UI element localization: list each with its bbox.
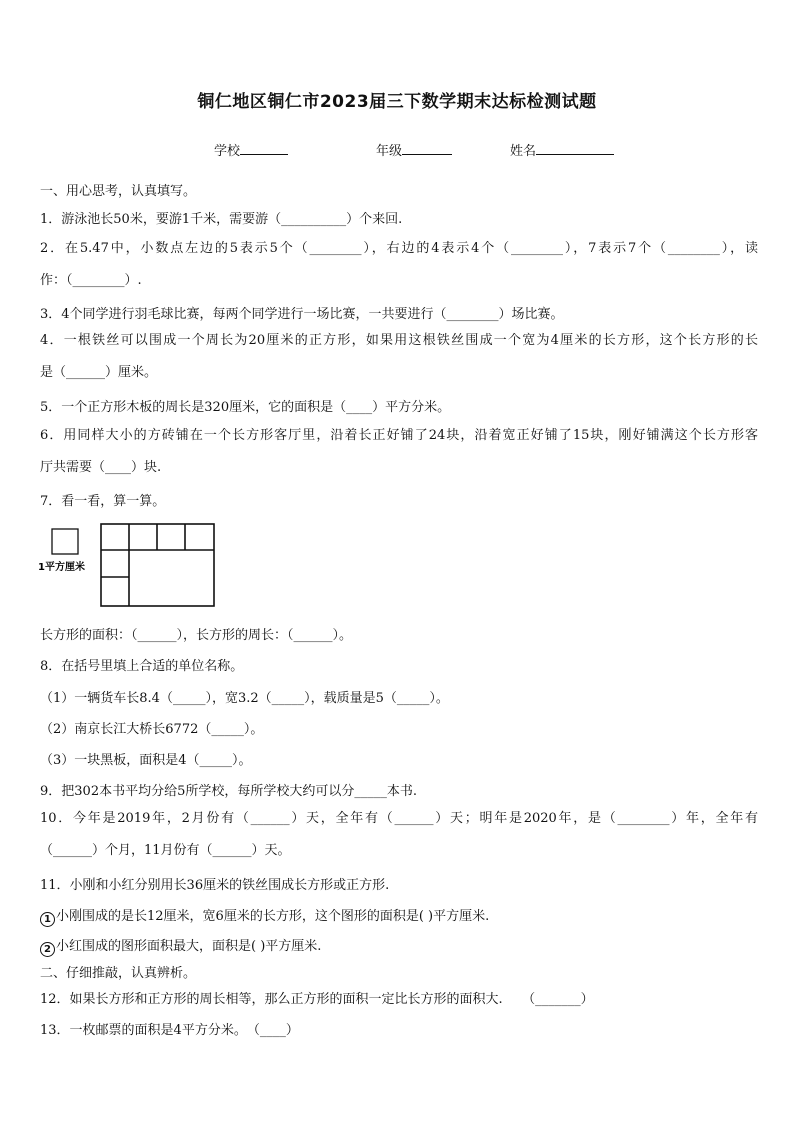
name-label: 姓名 (510, 144, 537, 159)
question-11-part-1-text: 小刚围成的是长12厘米，宽6厘米的长方形，这个图形的面积是( )平方厘米. (56, 909, 490, 924)
question-11-part-1 (40, 905, 489, 927)
name-field[interactable] (510, 140, 614, 159)
question-7: 7．看一看，算一算。 (40, 494, 166, 509)
school-blank[interactable] (240, 140, 288, 155)
question-4-line-1: 4．一根铁丝可以围成一个周长为20厘米的正方形，如果用这根铁丝围成一个宽为4厘米的长方形，这个长方形的长 (40, 333, 758, 348)
question-8-part-2: （2）南京长江大桥长6772（_____）。 (40, 722, 264, 737)
school-field[interactable] (214, 140, 288, 159)
question-11: 11．小刚和小红分别用长36厘米的铁丝围成长方形或正方形. (40, 878, 390, 893)
question-6-line-1: 6．用同样大小的方砖铺在一个长方形客厅里，沿着长正好铺了24块，沿着宽正好铺了15块，刚好铺满这个长方形客 (40, 428, 758, 443)
question-10-line-1: 10．今年是2019年，2月份有（______）天，全年有（______）天；明年是2020年，是（________）年，全年有 (40, 811, 758, 826)
question-3: 3．4个同学进行羽毛球比赛，每两个同学进行一场比赛，一共要进行（________）场比赛。 (40, 307, 564, 322)
question-8-part-3: （3）一块黑板，面积是4（_____）。 (40, 753, 252, 768)
grade-blank[interactable] (402, 140, 452, 155)
question-4-line-2: 是（______）厘米。 (40, 365, 158, 380)
unit-square (52, 529, 78, 554)
unit-square-label: 1平方厘米 (38, 562, 85, 573)
question-7-answer: 长方形的面积：（______），长方形的周长：（______）。 (40, 628, 353, 643)
circled-number-2: 2 (40, 942, 55, 957)
question-10 (40, 803, 758, 867)
question-11-part-2 (40, 935, 321, 957)
section-1-heading: 一、用心思考，认真填写。 (40, 184, 197, 199)
question-1: 1．游泳池长50米，要游1千米，需要游（__________）个来回. (40, 212, 403, 227)
question-8-part-1: （1）一辆货车长8.4（_____），宽3.2（_____），载质量是5（_____）。 (40, 691, 449, 706)
question-5: 5．一个正方形木板的周长是320厘米，它的面积是（____）平方分米。 (40, 400, 451, 415)
grade-label: 年级 (376, 144, 403, 159)
grade-field[interactable] (376, 140, 452, 159)
question-8: 8．在括号里填上合适的单位名称。 (40, 659, 244, 674)
question-9: 9．把302本书平均分给5所学校，每所学校大约可以分_____本书. (40, 784, 417, 799)
page-title: 铜仁地区铜仁市2023届三下数学期末达标检测试题 (197, 92, 597, 112)
question-11-part-2-text: 小红围成的图形面积最大，面积是( )平方厘米. (56, 939, 322, 954)
name-blank[interactable] (536, 140, 614, 155)
area-figure (38, 520, 228, 612)
section-2-heading: 二、仔细推敲，认真辨析。 (40, 966, 197, 981)
question-2-line-1: 2．在5.47中，小数点左边的5表示5个（________），右边的4表示4个（________），7表示7个（________），读 (40, 241, 758, 256)
question-10-line-2: （______）个月，11月份有（______）天。 (40, 843, 291, 858)
question-12: 12．如果长方形和正方形的周长相等，那么正方形的面积一定比长方形的面积大. （_______） (40, 992, 594, 1007)
question-13: 13．一枚邮票的面积是4平方分米。 （____） (40, 1023, 299, 1038)
question-2-line-2: 作：（________）. (40, 273, 142, 288)
circled-number-1: 1 (40, 912, 55, 927)
rectangle-grid (101, 524, 214, 606)
question-4 (40, 325, 758, 389)
question-6 (40, 420, 758, 484)
question-6-line-2: 厅共需要（____）块. (40, 460, 162, 475)
school-label: 学校 (214, 144, 241, 159)
question-2 (40, 233, 758, 297)
